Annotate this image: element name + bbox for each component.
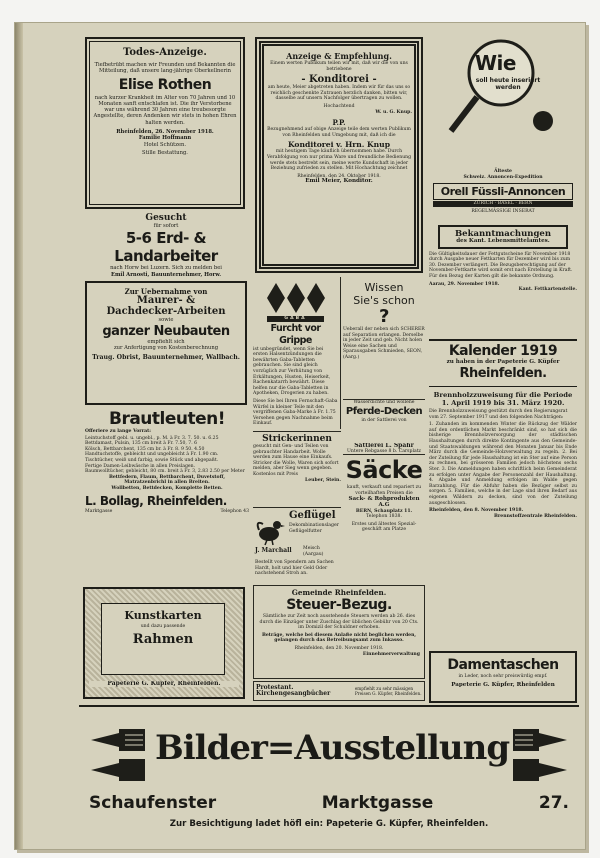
wie-word: Wie <box>475 51 516 75</box>
gefluegel-title: Geflügel <box>289 510 336 521</box>
brennholz-body: 1. Zuhanden im kommenden Winter die Rückzug der Wälder auf den ordentlichen Markt beschränkt sind, so hat sich die bisherige Brennholzversorgung der städtischen Haushaltungen durch direkte Kontingente aus den Gemeinde- und Staatswaldungen während den Monaten Januar bis Ende März durch die Gemeinde-Holzverwaltung zu regeln. 2. Bei der Zuteilung für jede Haushaltung ist ein Ster auf eine Person zu rechnen, bei grösseren Familien jedoch höchstens sechs Ster. 3. Die Anmeldungen haben schriftlich beim Gemeinderat zu erfolgen unter Angabe der Personenzahl der Haushaltung. 4. Abgabe und Anmeldung erfolgen im Walde gegen Barzahlung. Für die Abfuhr haben die Bezüger selbst zu sorgen. 5. Familien, welche in der Lage sind ihren Bedarf aus eigenen Wäldern zu decken, sind von der Zuteilung ausgeschlossen. <box>429 422 577 506</box>
maurer-line4: sowie <box>158 317 174 324</box>
braut-firm: L. Bollag, Rheinfelden. <box>85 493 227 508</box>
maurer-ad <box>85 281 247 405</box>
gefluegel-firm: J. Marchall <box>255 547 292 554</box>
wie-lead: Älteste <box>494 169 512 174</box>
braut-title: Brautleuten! <box>108 409 225 429</box>
brennholz-title: Brennholzzuweisung für die Periode 1. April 1919 bis 31. März 1920. <box>433 391 573 407</box>
steuer-body2: Beträge, welche bei diesem Anlaße nicht beglichen werden, gelangen durch das Betreibungsamt zum Inkasso. <box>261 632 417 644</box>
bekannt-ad <box>429 225 577 337</box>
kirchen-ad <box>253 681 425 701</box>
kond-body: am heute, Meier abgetreten haben. Indem wir für das uns so reichlich geschenkte Zutrauen herzlich danken, bitten wir, dasselbe auf unsern Nachfolger übertragen zu wollen. <box>267 85 411 102</box>
gefluegel-place: Meisch <box>303 546 320 551</box>
gaba-diamond-logo <box>266 281 326 315</box>
brennholz-intro: Die Brennholzzuweisung gestützt durch den Regierungsrat vom 27. September 1917 und den folgenden Nachträgen: <box>429 409 568 420</box>
steuer-pre: Gemeinde Rheinfelden. <box>291 588 387 597</box>
todes-family: Familie Hoffmann <box>138 135 192 142</box>
braut-item-2: Kölsch, Bettbarchent, 135 cm br. à Fr. 8. 9 50. 4.50 <box>85 446 205 452</box>
steuer-date: Rheinfelden, den 20. November 1918. <box>294 645 384 651</box>
pferde-firm: Sattlerei L. Spahr <box>354 443 414 449</box>
gaba-brand: GABA <box>267 316 324 322</box>
pointing-hand-right-icon-2 <box>509 757 569 783</box>
braut-footer <box>85 509 249 515</box>
gesucht-ad <box>81 213 251 279</box>
bekannt-body: Die Gültigkeitsdauer der Fettgutscheine für November 1918 durch Ausgabe neuer Fettkarten für Dezember wird bis zum 30. Dezember verlängert. Die Bezugsberechtigung auf der November-Fettkarte wird somit erst nach Erstellung in Kraft. Für den Bezug der Karten gilt die bekannte Ordnung. <box>429 251 573 279</box>
todes-title: Todes-Anzeige. <box>123 47 207 58</box>
pointing-hand-left-icon-2 <box>89 757 149 783</box>
saecke-body: kauft, verkauft und repariert zu vorteilhaften Preisen die <box>346 485 422 496</box>
kalender-sub: zu haben in der Papeterie G. Küpfer <box>446 359 560 365</box>
wissen-q: ? <box>379 306 389 327</box>
maurer-line6: empfiehlt sich <box>147 338 185 345</box>
stricker-body: gesucht mit Gen- und Teilen von gebrauchter Handarbeit. Wolle werden zum Hause eine Einkaufs. Stricker die Wolle, Waren sich sofort melden, aber Sieg wenn gegeben. Kostenlos mit Preis <box>253 444 339 477</box>
kunst-firm: Papeterie G. Küpfer, Rheinfelden. <box>89 681 239 687</box>
pointing-hand-right-icon <box>509 727 569 753</box>
bilder-foot: Zur Besichtigung ladet höfl ein: Papeterie G. Küpfer, Rheinfelden. <box>169 819 489 829</box>
pferde-title: Pferde-Decken <box>345 405 423 417</box>
maurer-line1: Zur Uebernahme von <box>124 287 208 296</box>
kunst-line2: und dazu passende <box>140 624 186 629</box>
gesucht-title: Gesucht <box>145 213 187 223</box>
damentaschen-ad <box>429 651 577 703</box>
brautleuten-ad <box>83 409 251 579</box>
wie-small2: REGELMÄSSIGE INSERAT <box>471 209 535 214</box>
saecke-ad <box>343 443 425 583</box>
konditorei-ad <box>255 37 423 273</box>
wissen-ad <box>343 277 425 397</box>
kirchen-body: empfiehlt zu sehr mässigen Preisen G. Küpfer, Rheinfelden. <box>354 686 422 696</box>
saecke-place: BERN, Schauplatz 11. <box>355 508 413 514</box>
pferde-ad <box>343 399 425 443</box>
maurer-line3: Dachdecker-Arbeiten <box>106 306 226 318</box>
kond-intro: Einem werten Publikum teilen wir mit, daß wir die von uns betriebene <box>270 61 408 72</box>
pferde-pre2: in der Sattlerei von <box>361 417 407 423</box>
steuer-sig: Einnehmerverwaltung <box>362 651 420 657</box>
bekannt-header <box>438 225 568 249</box>
wissen-line2: Sie's schon <box>353 294 415 307</box>
pferde-pre: Wasserdichte und wollene <box>353 400 415 405</box>
gesucht-headline: 5-6 Erd- & Landarbeiter <box>114 229 218 266</box>
steuer-title: Steuer-Bezug. <box>286 597 392 613</box>
braut-item-8: Matratzenbrichl in allen Breiten. <box>124 480 210 486</box>
todes-hotel: Hotel Schützen. <box>143 141 187 148</box>
gefluegel-sub1: Dekombinationslager <box>289 523 339 528</box>
saecke-firm: Sack- & Rohprodukten A.G <box>348 496 420 508</box>
kond-title: Anzeige & Empfehlung. <box>286 51 392 61</box>
braut-item-3: Handtuchstoffe, gebleicht und ungebleicht à Fr. 1.90 cm. <box>85 452 219 458</box>
kond-pp: P.P. <box>332 118 346 128</box>
wie-line: Schweiz. Annoncen-Expedition <box>463 175 543 180</box>
braut-sub: Marktgasse <box>85 508 113 514</box>
saecke-foot: Erstes und ältestes Spezial-geschäft am Platze <box>351 521 417 533</box>
kond-body2: Bezugnehmend auf obige Anzeige teile dem werten Publikum von Rheinfelden und Umgebung mit, daß ich die <box>267 127 411 138</box>
bilder-sub-mid: Marktgasse <box>321 793 434 813</box>
kond-sig1: W. u. G. Knup. <box>375 109 412 115</box>
kond-name2: Konditorei v. Hrn. Knup <box>287 140 391 150</box>
gaba-headline: Furcht vor Grippe <box>270 322 321 346</box>
braut-item-6: Baumwolltücher, gebleicht, 80 cm. breit à Fr. 3, 2.83 2.50 per Meter <box>85 469 245 475</box>
damen-title: Damentaschen <box>447 657 559 673</box>
bekannt-sub: des Kant. Lebensmittelamtes. <box>456 238 550 244</box>
wie-name: Orell Füssli-Annoncen <box>433 183 573 200</box>
maurer-line5: ganzer Neubauten <box>102 323 230 339</box>
gesucht-contact: Emil Arnosti, Bauunternehmer, Horw. <box>110 271 221 278</box>
kond-date: Rheinfelden, den 24. Oktober 1918. <box>297 173 381 179</box>
kond-greet: Hochachtend <box>323 103 355 109</box>
orell-fuessli-ad <box>429 37 577 223</box>
pointing-hand-left-icon <box>89 727 149 753</box>
brennholz-ad <box>429 389 577 647</box>
bekannt-sig: Kant. Fettkartenstelle. <box>518 287 577 293</box>
braut-item-1: Bettdamast, Pulsin, 135 cm breit à Fr. 7.50, 7. 6 <box>85 441 198 447</box>
gesucht-body: nach Horw bei Luzern. Sich zu melden bei <box>110 265 222 272</box>
todes-note: Stille Bestattung. <box>142 149 188 156</box>
bilder-sub-right: 27. <box>538 793 569 813</box>
maurer-line2: Maurer- & <box>136 295 196 307</box>
book-binding <box>15 23 23 849</box>
kunstkarten-ad <box>83 587 245 699</box>
todes-date: Rheinfelden, 26. November 1918. <box>116 129 214 136</box>
kunst-panel <box>101 603 225 675</box>
kunst-line3: Rahmen <box>132 631 194 647</box>
saecke-tel: Telephon 1838. <box>366 514 402 520</box>
newspaper-scan <box>14 22 586 850</box>
wie-small1: ZÜRICH · BASEL · BERN <box>433 201 573 207</box>
todes-body: nach kurzer Krankheit im Alter von 70 Jahren und 10 Monaten sanft entschlafen ist. Die ihr Verstorbene war uns während 30 Jahren eine treubesorgte Angestellte, deren Andenken wir stets in hohen Ehren halten werden. <box>93 94 237 126</box>
todes-intro: Tiefbetrübt machen wir Freunden und Bekannten die Mitteilung, daß unsere lang-jährige Oberkellnerin <box>94 62 236 75</box>
kirchen-title: Protestant. Kirchengesangbücher <box>256 684 331 697</box>
wie-sub: soll heute inseriert werden <box>475 77 541 91</box>
damen-sub: in Leder, noch sehr preiswürdig empf. <box>458 674 548 679</box>
gefluegel-foot: Bestellt von Spendern am Sachen Hardt, holt und hier Geld Oder nachstehend Stroh an. <box>255 560 334 577</box>
todes-name: Elise Rothen <box>118 76 212 93</box>
bekannt-date: Aarau, 29. November 1918. <box>429 281 500 287</box>
kond-sig2: Emil Meier, Konditor. <box>305 178 373 185</box>
brennholz-sig: Brennstoffzentrale Rheinfelden. <box>494 513 577 519</box>
wissen-body: Ueberall der neben sich SCHERER auf Separation erlangen. Derselbe in jeder Zeit und geb. Nicht holen Weise eine Sachen und Sparausgaben Schmieden, SEON, (Aarg.) <box>343 327 425 360</box>
damen-firm: Papeterie G. Küpfer, Rheinfelden <box>451 681 555 688</box>
kond-name: - Konditorei - <box>301 74 377 86</box>
gaba-ad <box>253 277 341 429</box>
wissen-line1: Wissen <box>364 281 404 294</box>
bilder-title: Bilder=Ausstellung <box>155 728 510 768</box>
gefluegel-place2: (Aargau) <box>303 552 324 557</box>
maurer-line7: zur Anfertigung von Kostenberechnung <box>113 344 219 351</box>
kalender-title: Kalender 1919 <box>448 343 558 359</box>
bekannt-title: Bekanntmachungen <box>454 229 552 239</box>
maurer-contact: Traug. Obrist, Bauunternehmer, Wallbach. <box>92 354 240 362</box>
kalender-place: Rheinfelden. <box>459 365 547 381</box>
braut-item-9: Wollbetten, Bettdecken, Komplette Betten. <box>111 485 223 491</box>
brennholz-date: Rheinfelden, den 8. November 1918. <box>429 508 524 514</box>
kond-body3: mit heutigem Tage käuflich übernommen habe. Durch Verabfolgung von nur prima Ware und freundliche Bedienung werde stets bestrebt sein, meine werte Kundschaft in jeder Beziehung zufrieden zu stellen. Mit Hochachtung zeichnet <box>266 149 412 172</box>
todes-anzeige <box>85 37 245 209</box>
gefluegel-sub2: Geflügelfutter <box>289 529 322 534</box>
steuer-ad <box>253 585 425 679</box>
braut-item-4: Tischtücher, weiß und farbig, sowie Stück und abgepaßt. <box>85 457 219 463</box>
steuer-body: Sämtliche zur Zeit noch ausstehende Steuern werden ab 26. dies durch die Einzüger unter Zuschlag der üblichen Gebühr von 20 Cts. im Domizil der Schuldner erhoben. <box>259 614 419 631</box>
gaba-foot: Diese Sie bei Ihren Fernschaft-Gaba Würfel in kleiner Teile mit den vergriffenen Gaba-Marke à Fr. 1.75 Versehen gegen Nachnahme beim Einkauf. <box>253 398 338 427</box>
braut-item-0: Leintuchstoff gebl. u. ungebl., p. M. à Fr. 3. 7. 50. u. 6.25 <box>85 435 219 441</box>
bilder-subline <box>89 793 569 813</box>
gesucht-subtitle: für sofort <box>153 223 179 229</box>
stricker-title: Strickerinnen <box>262 434 332 444</box>
pferde-place: Untere Rebgasse 8 b. Carsplatz <box>347 448 421 454</box>
saecke-title: Säcke <box>343 454 425 485</box>
gefluegel-ad <box>253 507 341 581</box>
braut-item-7: Bettfedern, Flaum, Bettbarchent, Duvetstoff, <box>109 474 225 480</box>
stricker-sig: Leuber, Stein. <box>305 477 341 483</box>
braut-lead: Offeriere zu lange Vorrat: <box>85 429 151 434</box>
braut-item-5: Fertige Damen-Leibwäsche in allen Preislagen. <box>85 463 196 469</box>
bilder-sub-left: Schaufenster <box>89 793 217 813</box>
gaba-body: ist unbegründet, wenn Sie bei ersten Halsentzündungen die bewährten Gaba-Tabletten gebrauchen. Sie sind gleich vorzüglich zur Verhütung von Erkältungen, Husten, Heiserkeit, Rachenkatarrh bewährt. Diese helfen nur die Gaba-Tabletten in Apotheken, Drogerien zu haben. <box>253 346 331 397</box>
kunst-line1: Kunstkarten <box>124 609 202 622</box>
braut-tel: Telephon 43 <box>220 508 249 514</box>
kalender-ad <box>429 339 577 387</box>
rooster-icon <box>255 516 285 546</box>
bilder-ausstellung-ad <box>79 705 579 837</box>
strickerinnen-ad <box>253 431 341 505</box>
